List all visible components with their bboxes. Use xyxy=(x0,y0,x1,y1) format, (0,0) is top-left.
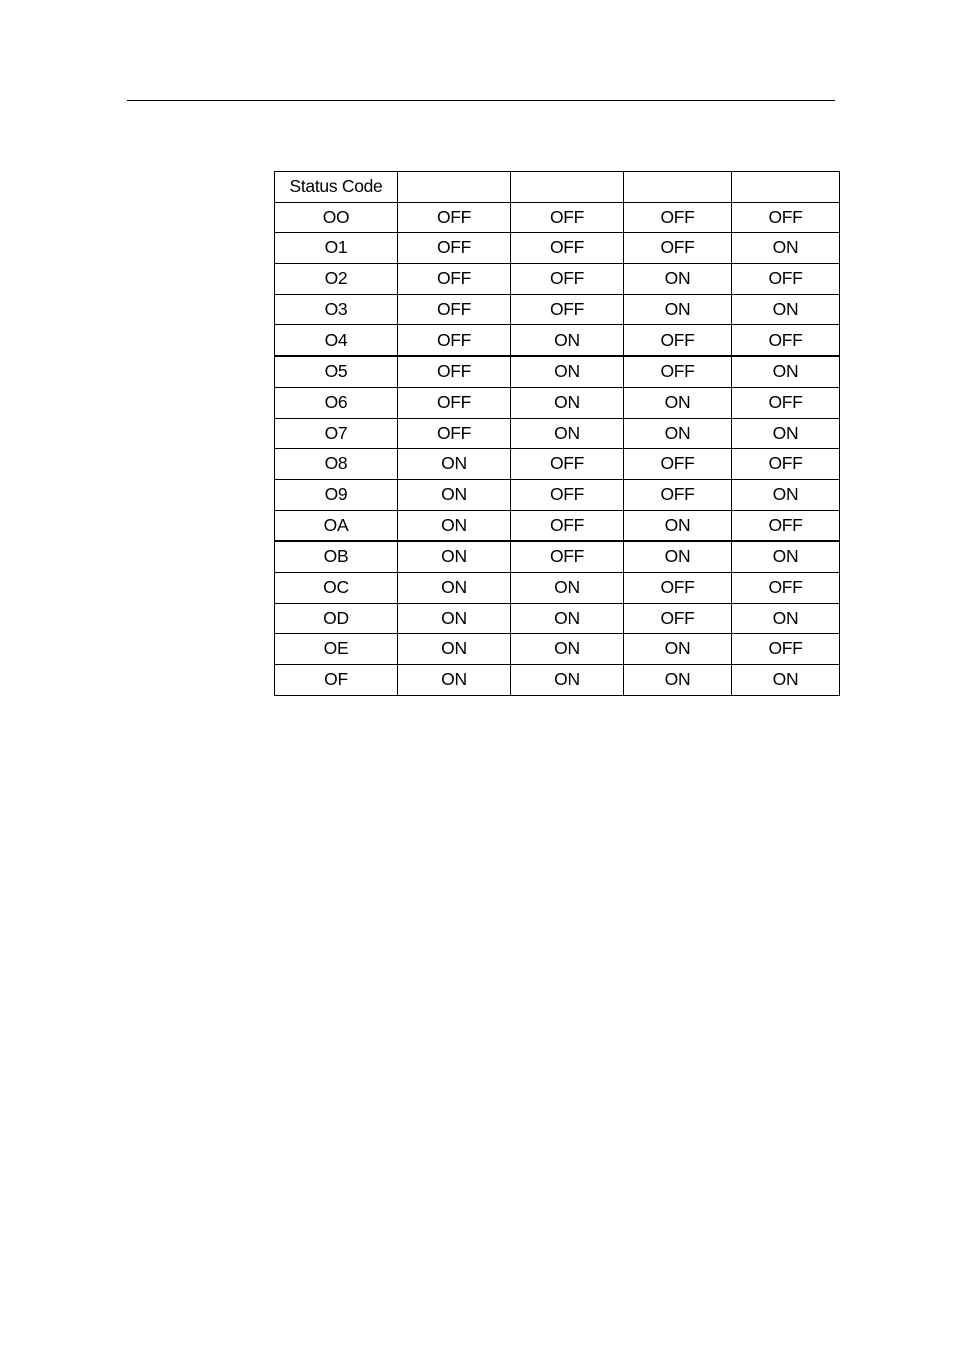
switch-state-cell: OFF xyxy=(732,510,840,541)
switch-state-cell: ON xyxy=(624,387,732,418)
table-row xyxy=(275,356,840,387)
switch-state-cell: OFF xyxy=(511,202,624,233)
switch-state-cell: ON xyxy=(624,264,732,295)
status-code-header: Status Code xyxy=(275,172,398,203)
table-row xyxy=(275,665,840,696)
table-row xyxy=(275,233,840,264)
table-row xyxy=(275,603,840,634)
switch-state-cell: ON xyxy=(732,603,840,634)
switch-state-cell: ON xyxy=(511,634,624,665)
switch-state-cell: OFF xyxy=(732,387,840,418)
status-code-cell: OE xyxy=(275,634,398,665)
switch-state-cell: OFF xyxy=(732,572,840,603)
status-code-cell: O8 xyxy=(275,449,398,480)
status-code-cell: O2 xyxy=(275,264,398,295)
switch-state-cell: OFF xyxy=(624,202,732,233)
status-code-cell: O1 xyxy=(275,233,398,264)
switch-state-cell: ON xyxy=(732,233,840,264)
switch-state-cell: OFF xyxy=(624,479,732,510)
switch-state-cell: ON xyxy=(511,603,624,634)
switch-state-cell: ON xyxy=(624,510,732,541)
switch-state-cell: ON xyxy=(732,541,840,572)
status-code-cell: O7 xyxy=(275,418,398,449)
status-code-cell: O4 xyxy=(275,325,398,356)
status-code-cell: O3 xyxy=(275,294,398,325)
status-code-cell: OB xyxy=(275,541,398,572)
switch-state-cell: OFF xyxy=(511,233,624,264)
switch-state-cell: OFF xyxy=(624,603,732,634)
switch-state-cell: OFF xyxy=(398,387,511,418)
switch-state-cell: ON xyxy=(398,665,511,696)
switch-state-cell: ON xyxy=(398,449,511,480)
table-row xyxy=(275,294,840,325)
switch-state-cell: OFF xyxy=(624,572,732,603)
header-cell xyxy=(398,172,511,203)
switch-state-cell: OFF xyxy=(511,264,624,295)
switch-state-cell: OFF xyxy=(511,294,624,325)
switch-state-cell: ON xyxy=(398,572,511,603)
switch-state-cell: OFF xyxy=(398,233,511,264)
header-rule xyxy=(127,100,835,101)
table-row xyxy=(275,418,840,449)
switch-state-cell: ON xyxy=(511,387,624,418)
status-code-cell: OD xyxy=(275,603,398,634)
table-row xyxy=(275,634,840,665)
switch-state-cell: OFF xyxy=(624,356,732,387)
switch-state-cell: ON xyxy=(398,510,511,541)
switch-state-cell: ON xyxy=(732,418,840,449)
switch-state-cell: OFF xyxy=(398,264,511,295)
switch-state-cell: OFF xyxy=(511,449,624,480)
switch-state-cell: OFF xyxy=(398,325,511,356)
table-row xyxy=(275,325,840,356)
switch-state-cell: OFF xyxy=(398,418,511,449)
table-row xyxy=(275,449,840,480)
switch-state-cell: OFF xyxy=(732,325,840,356)
table-row xyxy=(275,264,840,295)
switch-state-cell: OFF xyxy=(732,264,840,295)
switch-state-cell: OFF xyxy=(732,449,840,480)
status-code-cell: O9 xyxy=(275,479,398,510)
switch-state-cell: OFF xyxy=(732,634,840,665)
switch-state-cell: ON xyxy=(511,572,624,603)
switch-state-cell: ON xyxy=(624,541,732,572)
status-code-cell: O5 xyxy=(275,356,398,387)
switch-state-cell: ON xyxy=(398,603,511,634)
status-code-cell: O6 xyxy=(275,387,398,418)
switch-state-cell: OFF xyxy=(511,541,624,572)
switch-state-cell: ON xyxy=(511,356,624,387)
status-code-table-body xyxy=(275,172,840,696)
status-code-cell: OC xyxy=(275,572,398,603)
switch-state-cell: ON xyxy=(511,665,624,696)
status-code-table xyxy=(274,171,840,696)
switch-state-cell: ON xyxy=(624,634,732,665)
header-cell xyxy=(624,172,732,203)
switch-state-cell: ON xyxy=(398,634,511,665)
switch-state-cell: OFF xyxy=(398,202,511,233)
switch-state-cell: OFF xyxy=(398,356,511,387)
status-code-cell: OO xyxy=(275,202,398,233)
switch-state-cell: OFF xyxy=(624,325,732,356)
switch-state-cell: ON xyxy=(732,665,840,696)
status-code-cell: OF xyxy=(275,665,398,696)
table-row xyxy=(275,572,840,603)
table-row xyxy=(275,202,840,233)
switch-state-cell: OFF xyxy=(398,294,511,325)
table-row xyxy=(275,510,840,541)
switch-state-cell: OFF xyxy=(624,233,732,264)
header-cell xyxy=(511,172,624,203)
table-row xyxy=(275,387,840,418)
switch-state-cell: ON xyxy=(511,325,624,356)
status-code-cell: OA xyxy=(275,510,398,541)
switch-state-cell: OFF xyxy=(511,479,624,510)
header-cell xyxy=(732,172,840,203)
switch-state-cell: ON xyxy=(732,479,840,510)
switch-state-cell: ON xyxy=(511,418,624,449)
switch-state-cell: OFF xyxy=(732,202,840,233)
table-row xyxy=(275,541,840,572)
switch-state-cell: ON xyxy=(624,418,732,449)
switch-state-cell: ON xyxy=(624,665,732,696)
table-row xyxy=(275,479,840,510)
switch-state-cell: ON xyxy=(624,294,732,325)
switch-state-cell: ON xyxy=(732,356,840,387)
switch-state-cell: OFF xyxy=(511,510,624,541)
switch-state-cell: ON xyxy=(398,541,511,572)
switch-state-cell: OFF xyxy=(624,449,732,480)
switch-state-cell: ON xyxy=(398,479,511,510)
table-header-row xyxy=(275,172,840,203)
switch-state-cell: ON xyxy=(732,294,840,325)
